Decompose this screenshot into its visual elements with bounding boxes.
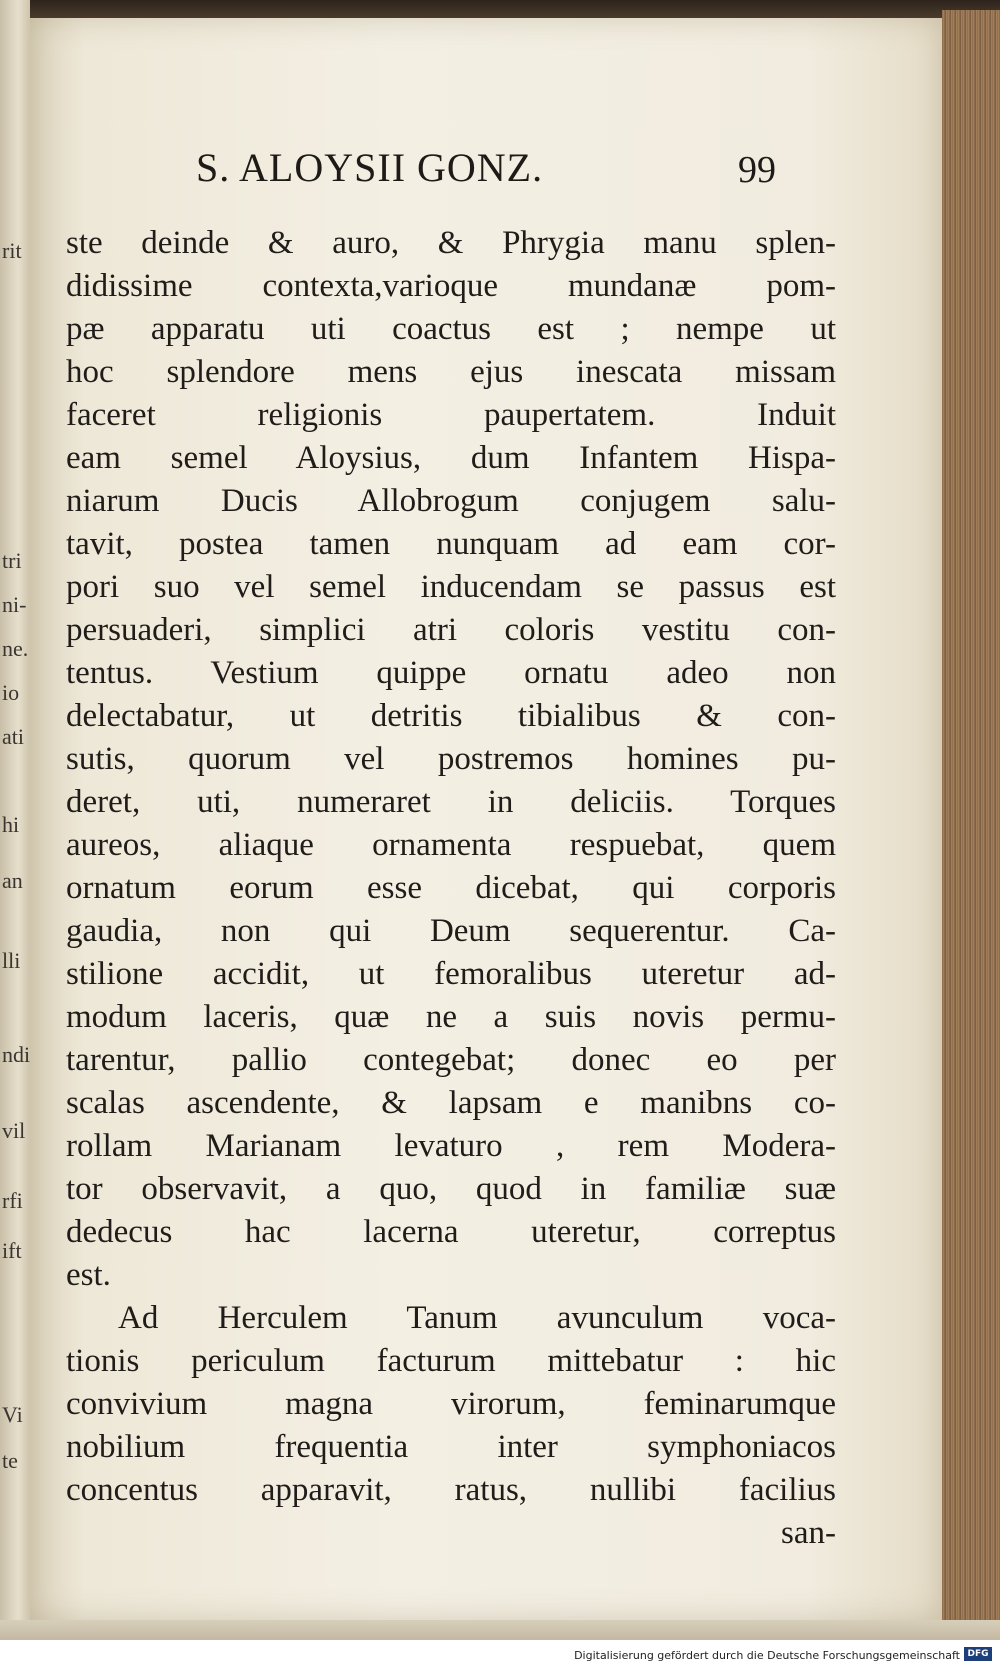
text-line: tavit, postea tamen nunquam ad eam cor-: [66, 526, 836, 562]
dfg-logo: DFG: [964, 1647, 992, 1661]
text-line: pori suo vel semel inducendam se passus est: [66, 569, 836, 605]
page-block-edges: [942, 10, 1000, 1630]
page-number: 99: [738, 149, 776, 191]
text-line: Ad Herculem Tanum avunculum voca-: [118, 1300, 836, 1336]
book-page: [30, 18, 942, 1620]
previous-page-text-fragment: Vi: [2, 1402, 23, 1427]
text-line: tionis periculum facturum mittebatur : hic: [66, 1343, 836, 1379]
previous-page-edge: [0, 0, 30, 1640]
text-line: faceret religionis paupertatem. Induit: [66, 397, 836, 433]
text-line: stilione accidit, ut femoralibus uteretur ad-: [66, 956, 836, 992]
previous-page-text-fragment: ati: [2, 724, 24, 749]
previous-page-text-fragment: ni-: [2, 592, 27, 617]
text-line: eam semel Aloysius, dum Infantem Hispa-: [66, 440, 836, 476]
text-line: didissime contexta,varioque mundanæ pom-: [66, 268, 836, 304]
previous-page-text-fragment: rit: [2, 238, 22, 263]
text-line: tarentur, pallio contegebat; donec eo per: [66, 1042, 836, 1078]
previous-page-text-fragment: ift: [2, 1238, 22, 1263]
previous-page-text-fragment: rfi: [2, 1188, 23, 1213]
text-line: tentus. Vestium quippe ornatu adeo non: [66, 655, 836, 691]
text-line: ornatum eorum esse dicebat, qui corporis: [66, 870, 836, 906]
text-line: niarum Ducis Allobrogum conjugem salu-: [66, 483, 836, 519]
catchword: san-: [781, 1515, 836, 1551]
previous-page-text-fragment: hi: [2, 812, 20, 837]
text-line: ste deinde & auro, & Phrygia manu splen-: [66, 225, 836, 261]
text-line: deret, uti, numeraret in deliciis. Torques: [66, 784, 836, 820]
previous-page-text-fragment: lli: [2, 948, 21, 973]
digitization-footer: [0, 1640, 1000, 1669]
text-line: tor observavit, a quo, quod in familiæ suæ: [66, 1171, 836, 1207]
page-header: [30, 144, 942, 194]
text-line: sutis, quorum vel postremos homines pu-: [66, 741, 836, 777]
text-line: aureos, aliaque ornamenta respuebat, quem: [66, 827, 836, 863]
previous-page-text-fragment: te: [2, 1448, 18, 1473]
text-line: persuaderi, simplici atri coloris vestitu con-: [66, 612, 836, 648]
funding-credit: Digitalisierung gefördert durch die Deutsche Forschungsgemeinschaft: [574, 1649, 960, 1662]
previous-page-text-fragment: vil: [2, 1118, 26, 1143]
previous-page-text-fragment: ne.: [2, 636, 29, 661]
page-bottom-edge: [0, 1620, 1000, 1640]
text-line: concentus apparavit, ratus, nullibi facilius: [66, 1472, 836, 1508]
text-line: delectabatur, ut detritis tibialibus & con-: [66, 698, 836, 734]
text-line: dedecus hac lacerna uteretur, correptus: [66, 1214, 836, 1250]
text-line: nobilium frequentia inter symphoniacos: [66, 1429, 836, 1465]
book-top-edge: [0, 0, 1000, 18]
text-line: modum laceris, quæ ne a suis novis permu-: [66, 999, 836, 1035]
text-line: hoc splendore mens ejus inescata missam: [66, 354, 836, 390]
text-line: gaudia, non qui Deum sequerentur. Ca-: [66, 913, 836, 949]
body-text: [66, 222, 836, 1555]
previous-page-text-fragment: ndi: [2, 1042, 30, 1067]
text-line: est.: [66, 1257, 111, 1293]
text-line: convivium magna virorum, feminarumque: [66, 1386, 836, 1422]
text-line: rollam Marianam levaturo , rem Modera-: [66, 1128, 836, 1164]
text-line: pæ apparatu uti coactus est ; nempe ut: [66, 311, 836, 347]
previous-page-text-fragment: tri: [2, 548, 22, 573]
previous-page-text-fragment: an: [2, 868, 23, 893]
text-line: scalas ascendente, & lapsam e manibns co-: [66, 1085, 836, 1121]
previous-page-text-fragment: io: [2, 680, 20, 705]
running-title: S. ALOYSII GONZ.: [196, 145, 544, 190]
